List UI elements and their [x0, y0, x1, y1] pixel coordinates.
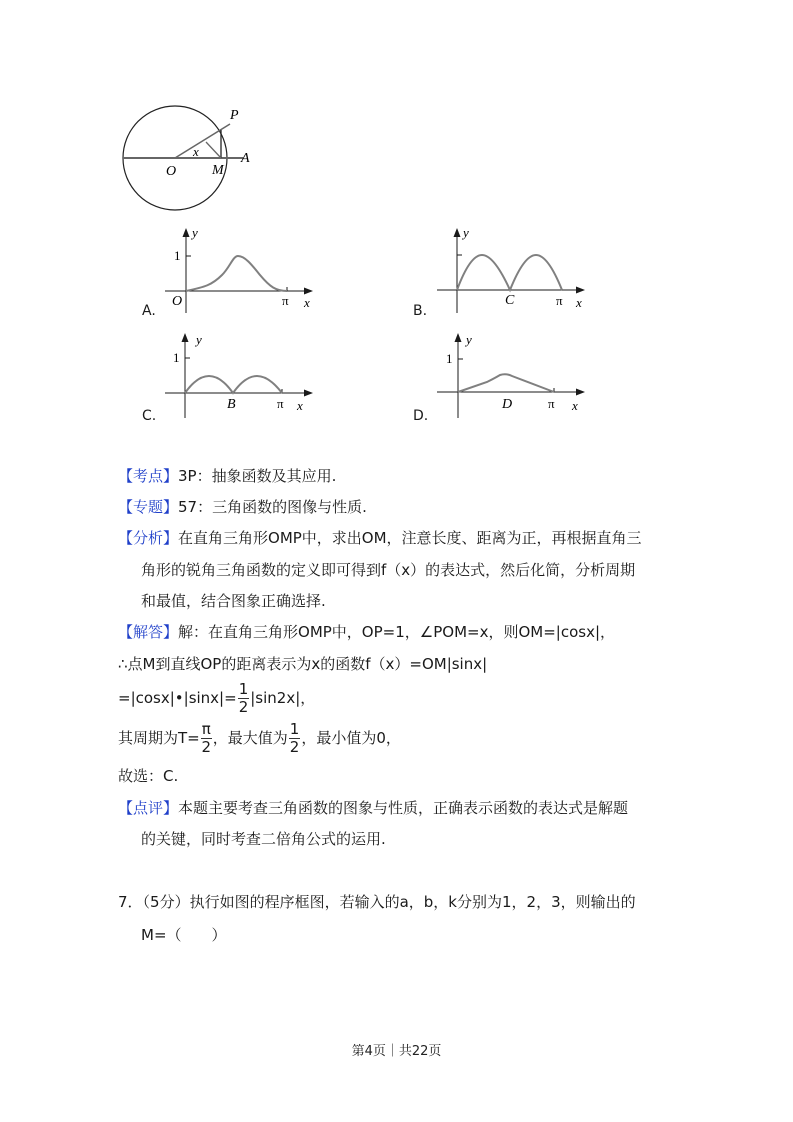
jieda-line4-pre: 其周期为T=: [118, 729, 200, 747]
mid-label: C: [505, 293, 515, 308]
x-label: x: [572, 398, 578, 413]
curve-d: [458, 374, 554, 392]
label-p: P: [230, 108, 239, 123]
fraction-pi-half: [201, 721, 212, 756]
fenxi-tag: 【分析】: [118, 529, 179, 547]
jieda-line3-post: |sin2x|，: [250, 689, 316, 707]
jieda-line-4: [118, 720, 401, 756]
jieda-line4-post: ，最小值为0，: [301, 729, 401, 747]
pi-label: π: [282, 293, 289, 308]
zhuanti-text: 57：三角函数的图像与性质.: [178, 498, 367, 516]
option-d-graph[interactable]: [432, 330, 592, 420]
mid-label: B: [227, 397, 236, 412]
x-axis-arrow: [576, 389, 585, 396]
fraction-den: 2: [238, 698, 249, 716]
fenxi-line-3: 和最值，结合图象正确选择.: [141, 592, 326, 610]
y-label: y: [463, 225, 469, 240]
one-label: 1: [173, 350, 180, 365]
fenxi-text-1: 在直角三角形OMP中，求出OM，注意长度、距离为正，再根据直角三: [178, 529, 642, 547]
label-o: O: [166, 164, 177, 179]
jieda-line-2: ∴点M到直线OP的距离表示为x的函数f（x）=OM|sinx|: [118, 655, 488, 673]
label-m: M: [212, 163, 224, 178]
zhuanti-tag: 【专题】: [118, 498, 179, 516]
jieda-line4-mid: ，最大值为: [212, 729, 288, 747]
jieda-text-1: 解：在直角三角形OMP中，OP=1，∠POM=x，则OM=|cosx|，: [178, 623, 616, 641]
y-label: y: [466, 332, 472, 347]
dianping-line-2: 的关键，同时考查二倍角公式的运用.: [141, 830, 386, 848]
kaodian-tag: 【考点】: [118, 467, 179, 485]
option-d-label: D.: [413, 408, 429, 424]
x-axis-arrow: [304, 288, 313, 295]
fraction-den: 2: [201, 738, 212, 756]
page-footer: 第4页｜共22页: [351, 1044, 442, 1059]
kaodian-line: [118, 466, 336, 486]
pi-label: π: [277, 396, 284, 411]
option-a-graph[interactable]: [160, 225, 320, 315]
fenxi-line-1: [118, 528, 642, 548]
one-label: 1: [174, 248, 181, 263]
y-label: y: [196, 332, 202, 347]
fraction-num: 1: [238, 680, 249, 698]
option-a-label: A.: [142, 303, 156, 319]
zhuanti-line: [118, 497, 367, 517]
option-b-label: B.: [413, 303, 428, 319]
x-axis-arrow: [576, 287, 585, 294]
jieda-tag: 【解答】: [118, 623, 179, 641]
perpendicular-mh: [206, 142, 221, 158]
x-label: x: [297, 398, 303, 413]
question-7-line-1: 7．（5分）执行如图的程序框图，若输入的a，b，k分别为1，2，3，则输出的: [118, 893, 636, 911]
fenxi-line-2: 角形的锐角三角函数的定义即可得到f（x）的表达式，然后化简，分析周期: [141, 561, 636, 579]
option-b-graph[interactable]: [432, 225, 592, 315]
x-axis-arrow: [304, 390, 313, 397]
label-a: A: [241, 151, 250, 166]
question-7-line-2: M=（ ）: [141, 926, 227, 944]
option-c-label: C.: [142, 408, 157, 424]
x-label: x: [304, 295, 310, 310]
label-x: x: [193, 144, 199, 159]
option-c-graph[interactable]: [160, 330, 320, 420]
dianping-line-1: [118, 798, 628, 818]
dianping-text-1: 本题主要考查三角函数的图象与性质，正确表示函数的表达式是解题: [178, 799, 629, 817]
fraction-num: π: [201, 720, 211, 738]
jieda-line-1: [118, 622, 615, 642]
y-axis-arrow: [182, 333, 189, 342]
y-label: y: [192, 225, 198, 240]
curve-b: [457, 255, 562, 290]
x-label: x: [576, 295, 582, 310]
fraction-half: [289, 721, 301, 756]
fraction-num: 1: [289, 720, 300, 738]
y-axis-arrow: [183, 228, 190, 237]
origin-label: O: [172, 294, 183, 309]
mid-label: D: [502, 397, 513, 412]
one-label: 1: [446, 351, 453, 366]
y-axis-arrow: [455, 333, 462, 342]
unit-circle-figure: [118, 100, 268, 220]
curve-a: [186, 256, 287, 291]
y-axis-arrow: [454, 228, 461, 237]
fraction-den: 2: [289, 738, 300, 756]
pi-label: π: [556, 293, 563, 308]
pi-label: π: [548, 396, 555, 411]
jieda-line-5: 故选：C.: [118, 767, 179, 785]
kaodian-text: 3P：抽象函数及其应用.: [178, 467, 337, 485]
fraction-half: [238, 681, 250, 716]
curve-c: [185, 376, 282, 393]
jieda-line-3: [118, 680, 315, 716]
ray-op: [175, 124, 230, 158]
dianping-tag: 【点评】: [118, 799, 179, 817]
jieda-line3-pre: =|cosx|•|sinx|=: [118, 689, 237, 707]
